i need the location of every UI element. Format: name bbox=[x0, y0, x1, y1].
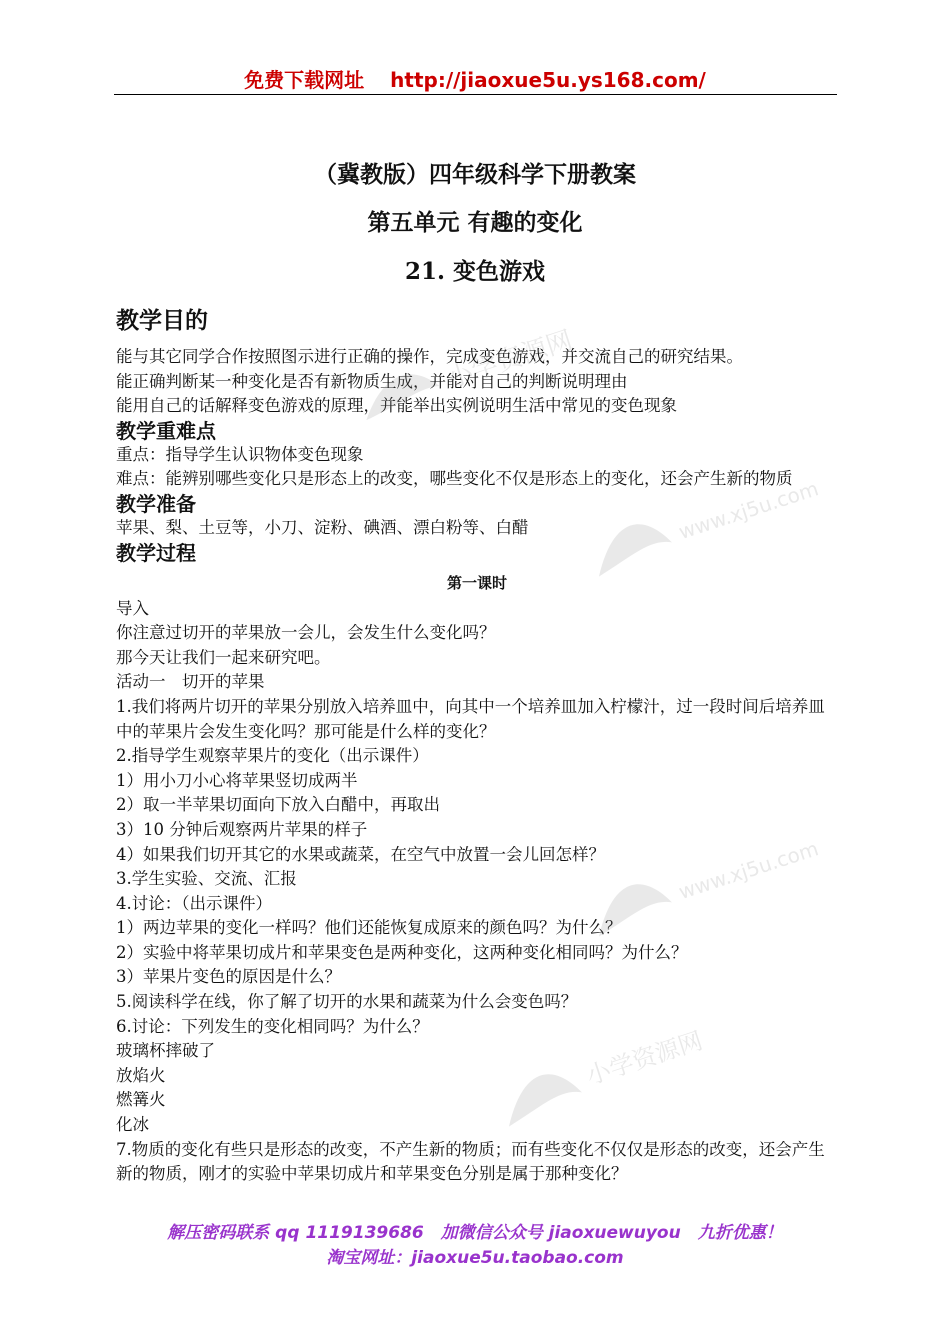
header-download-line bbox=[0, 64, 950, 93]
process-line: 3）苹果片变色的原因是什么？ bbox=[116, 967, 341, 987]
key-points-heading: 教学重难点 bbox=[116, 418, 216, 443]
process-line: 1）用小刀小心将苹果竖切成两半 bbox=[116, 770, 358, 790]
process-line: 2.指导学生观察苹果片的变化（出示课件） bbox=[116, 746, 429, 766]
process-line: 4）如果我们切开其它的水果或蔬菜，在空气中放置一会儿回怎样？ bbox=[116, 844, 605, 864]
process-line: 你注意过切开的苹果放一会儿，会发生什么变化吗？ bbox=[116, 623, 496, 643]
process-line: 玻璃杯摔破了 bbox=[116, 1041, 215, 1061]
process-line: 4.讨论：（出示课件） bbox=[116, 893, 272, 913]
document-title: （冀教版）四年级科学下册教案 bbox=[314, 161, 636, 188]
process-line: 导入 bbox=[116, 598, 149, 618]
process-line: 3.学生实验、交流、汇报 bbox=[116, 869, 297, 889]
goal-item: 能正确判断某一种变化是否有新物质生成，并能对自己的判断说明理由 bbox=[116, 371, 628, 391]
watermark-text: 小学资源网 bbox=[443, 325, 577, 395]
process-heading: 教学过程 bbox=[116, 540, 196, 565]
process-line: 放焰火 bbox=[116, 1065, 166, 1085]
watermark-text: 小学资源网 bbox=[583, 1026, 706, 1091]
header-url-link[interactable]: http://jiaoxue5u.ys168.com/ bbox=[390, 68, 706, 92]
key-point-item: 难点：能辨别哪些变化只是形态上的改变，哪些变化不仅是形态上的变化，还会产生新的物质 bbox=[116, 469, 793, 489]
watermark-text: www.xj5u.com bbox=[675, 476, 822, 545]
goals-heading: 教学目的 bbox=[116, 307, 208, 334]
period-label: 第一课时 bbox=[446, 573, 507, 592]
footer-contact-line: 解压密码联系 qq 1119139686 加微信公众号 jiaoxuewuyou 九折优惠！ bbox=[167, 1223, 783, 1243]
preparation-text: 苹果、梨、土豆等，小刀、淀粉、碘酒、漂白粉等、白醋 bbox=[116, 517, 529, 537]
process-line: 1）两边苹果的变化一样吗？他们还能恢复成原来的颜色吗？为什么？ bbox=[116, 918, 622, 938]
goal-item: 能与其它同学合作按照图示进行正确的操作，完成变色游戏，并交流自己的研究结果。 bbox=[116, 347, 743, 366]
process-line: 2）实验中将苹果切成片和苹果变色是两种变化，这两种变化相同吗？为什么？ bbox=[116, 942, 688, 962]
footer-shop-link[interactable]: 淘宝网址：jiaoxue5u.taobao.com bbox=[326, 1248, 624, 1268]
process-line: 3）10 分钟后观察两片苹果的样子 bbox=[116, 819, 368, 839]
lesson-title: 21. 变色游戏 bbox=[404, 258, 546, 285]
process-line: 5.阅读科学在线，你了解了切开的水果和蔬菜为什么会变色吗？ bbox=[116, 992, 578, 1012]
process-line: 化冰 bbox=[116, 1115, 149, 1135]
process-line: 1.我们将两片切开的苹果分别放入培养皿中，向其中一个培养皿加入柠檬汁，过一段时间后培养皿中的苹果片会发生变化吗？那可能是什么样的变化？ bbox=[116, 696, 825, 741]
process-line: 2）取一半苹果切面向下放入白醋中，再取出 bbox=[116, 795, 440, 815]
process-line: 那今天让我们一起来研究吧。 bbox=[116, 647, 331, 667]
document-body bbox=[116, 303, 838, 1187]
process-line: 燃篝火 bbox=[116, 1090, 166, 1110]
process-line: 活动一 切开的苹果 bbox=[116, 672, 265, 692]
preparation-heading: 教学准备 bbox=[116, 491, 196, 516]
key-point-item: 重点：指导学生认识物体变色现象 bbox=[116, 444, 364, 464]
watermark-text: www.xj5u.com bbox=[675, 836, 822, 905]
unit-title: 第五单元 有趣的变化 bbox=[367, 209, 583, 236]
header-divider bbox=[114, 94, 837, 95]
goal-item: 能用自己的话解释变色游戏的原理，并能举出实例说明生活中常见的变色现象 bbox=[116, 396, 677, 416]
process-line: 7.物质的变化有些只是形态的改变，不产生新的物质；而有些变化不仅仅是形态的改变，还会产生新的物质，刚才的实验中苹果切成片和苹果变色分别是属于那种变化？ bbox=[116, 1139, 825, 1184]
header-label: 免费下载网址 bbox=[244, 68, 365, 92]
process-line: 6.讨论：下列发生的变化相同吗？为什么？ bbox=[116, 1016, 429, 1036]
